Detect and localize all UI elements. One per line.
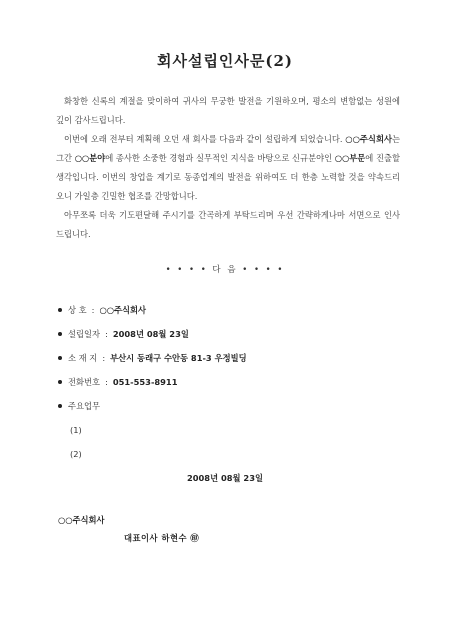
company-info-list: [58, 298, 398, 466]
signature-company: ○○주식회사: [58, 515, 105, 525]
info-row-address: [58, 346, 398, 370]
bullet-icon: [58, 356, 62, 360]
info-label: 주요업무: [68, 401, 101, 411]
announcement-field: ○○분야: [74, 153, 106, 163]
section-divider: • • • • 다 음 • • • •: [165, 265, 285, 275]
bullet-icon: [58, 308, 62, 312]
announcement-company: ○○주식회사: [345, 134, 392, 144]
bullet-icon: [58, 380, 62, 384]
info-row-name: [58, 298, 398, 322]
announcement-text-3: 에 종사한 소중한 경험과 실무적인 지식을 바탕으로 신규분야인: [105, 153, 335, 163]
announcement-text-2: 는 그간: [56, 134, 400, 163]
document-date: 2008년 08월 23일: [186, 473, 263, 483]
paragraph-closing: 아무쪼록 더욱 기도편달해 주시기를 간곡하게 부탁드리며 우선 간략하게나마 서면으로 인사드립니다.: [56, 210, 400, 239]
announcement-text-1: 이번에 오래 전부터 계획해 오던 새 회사를 다음과 같이 설립하게 되었습니다.: [64, 134, 346, 144]
info-separator: :: [102, 353, 106, 363]
announcement-text-4: 에 진출할 생각입니다. 이번의 창업을 계기로 동종업계의 발전을 위하여도 더 한층 노력할 것을 약속드리오니 가일층 긴밀한 협조를 간망합니다.: [56, 153, 401, 201]
document-title: 회사설립인사문(2): [156, 52, 294, 70]
letter-body: [56, 92, 400, 244]
info-separator: :: [105, 377, 108, 387]
paragraph-greeting: 화창한 신록의 계절을 맞이하여 귀사의 무궁한 발전을 기원하오며, 평소의 변함없는 성원에 깊이 감사드립니다.: [56, 96, 400, 125]
business-item: (2): [70, 449, 82, 459]
info-row-business: [58, 394, 398, 418]
info-row-founding-date: [58, 322, 398, 346]
info-separator: :: [91, 305, 95, 315]
info-separator: :: [105, 329, 108, 339]
info-value: ○○주식회사: [99, 305, 147, 315]
info-value: 부산시 동래구 수안동 81-3 우정빌딩: [110, 353, 247, 363]
info-value: 2008년 08월 23일: [112, 329, 189, 339]
bullet-icon: [58, 404, 62, 408]
info-label: 상 호: [68, 305, 87, 315]
business-item: (1): [70, 425, 82, 435]
paragraph-announcement: [56, 130, 400, 206]
info-label: 전화번호: [68, 377, 101, 387]
info-label: 소 재 지: [68, 353, 98, 363]
info-value: 051-553-8911: [112, 377, 178, 387]
announcement-newfield: ○○부문: [334, 153, 366, 163]
info-row-phone: [58, 370, 398, 394]
info-label: 설립일자: [68, 329, 101, 339]
bullet-icon: [58, 332, 62, 336]
signature-representative: 대표이사 하현수 ㊞: [124, 533, 200, 543]
